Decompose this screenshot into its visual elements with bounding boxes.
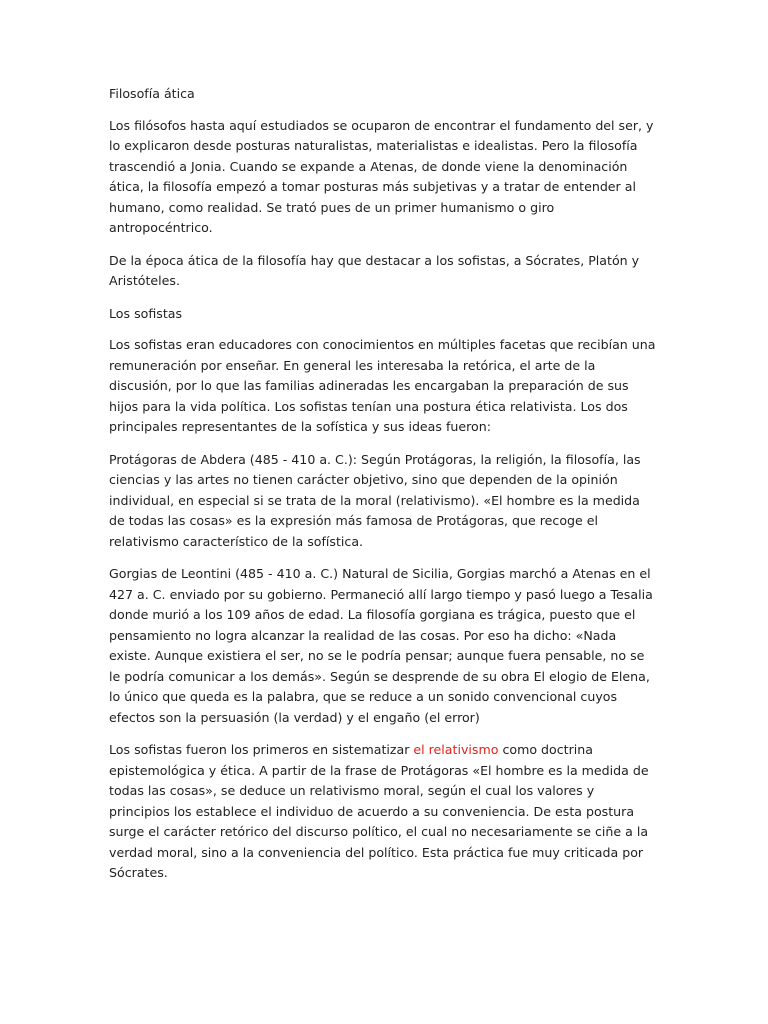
epoch-paragraph: De la época ática de la filosofía hay que destacar a los sofistas, a Sócrates, Platón y Aristóteles. — [109, 252, 640, 288]
sofistas-intro-paragraph: Los sofistas eran educadores con conocimientos en múltiples facetas que recibían una remuneración por enseñar. En general les interesaba la retórica, el arte de la discusión, por lo que las familias adineradas les encargaban la preparación de sus hijos para la vida política. Los sofistas tenían una postura ética relativista. Los dos principales representantes de la sofística y sus ideas fueron: — [109, 337, 656, 434]
gorgias-paragraph: Gorgias de Leontini (485 - 410 a. C.) Natural de Sicilia, Gorgias marchó a Atenas en el 427 a. C. enviado por su gobierno. Permaneció allí largo tiempo y pasó luego a Tesalia donde murió a los 109 años de edad. La filosofía gorgiana es trágica, puesto que el pensamiento no logra alcanzar la realidad de las cosas. Por eso ha dicho: «Nada existe. Aunque existiera el ser, no se le podría pensar; aunque fuera pensable, no se le podría comunicar a los demás». Según se desprende de su obra El elogio de Elena, lo único que queda es la palabra, que se reduce a un sonido convencional cuyos efectos son la persuasión (la verdad) y el engaño (el error) — [109, 566, 653, 725]
intro-paragraph: Los filósofos hasta aquí estudiados se ocuparon de encontrar el fundamento del ser, y lo explicaron desde posturas naturalistas, materialistas e idealistas. Pero la filosofía trascendió a Jonia. Cuando se expande a Atenas, de donde viene la denominación ática, la filosofía empezó a tomar posturas más subjetivas y a tratar de entender al humano, como realidad. Se trató pues de un primer humanismo o giro antropocéntrico. — [109, 117, 654, 235]
document-body — [109, 84, 657, 896]
sofistas-heading: Los sofistas — [109, 305, 183, 321]
document-title: Filosofía ática — [109, 86, 195, 101]
protagoras-paragraph: Protágoras de Abdera (485 - 410 a. C.): Según Protágoras, la religión, la filosofía, las ciencias y las artes no tienen carácter objetivo, sino que dependen de la opinión individual, en especial si se trata de la moral (relativismo). «El hombre es la medida de todas las cosas» es la expresión más famosa de Protágoras, que recoge el relativismo característico de la sofística. — [109, 451, 641, 549]
conclusion-text-after: como doctrina epistemológica y ética. A partir de la frase de Protágoras «El hombre es la medida de todas las cosas», se deduce un relativismo moral, según el cual los valores y principios los establece el individuo de acuerdo a su conveniencia. De esta postura surge el carácter retórico del discurso político, el cual no necesariamente se ciñe a la verdad moral, sino a la conveniencia del político. Esta práctica fue muy criticada por Sócrates. — [109, 742, 649, 880]
conclusion-text-before: Los sofistas fueron los primeros en sistematizar — [109, 742, 414, 757]
conclusion-paragraph — [109, 740, 657, 884]
relativismo-highlight: el relativismo — [413, 742, 499, 757]
